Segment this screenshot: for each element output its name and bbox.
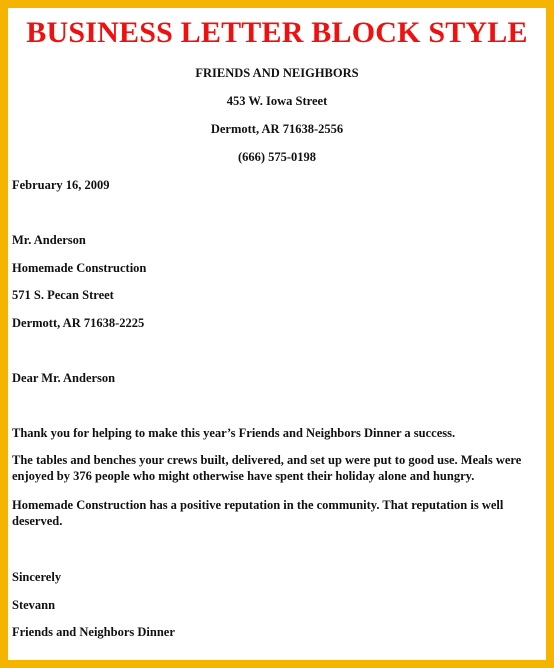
body-paragraph-3: Homemade Construction has a positive reputation in the community. That reputation is well deserved. — [12, 498, 504, 528]
sender-street: 453 W. Iowa Street — [226, 94, 328, 108]
recipient-company: Homemade Construction — [12, 261, 147, 275]
recipient-city: Dermott, AR 71638-2225 — [12, 316, 145, 330]
sender-city: Dermott, AR 71638-2556 — [210, 122, 344, 136]
sender-name: FRIENDS AND NEIGHBORS — [195, 66, 359, 80]
recipient-street: 571 S. Pecan Street — [12, 288, 114, 302]
document-title: BUSINESS LETTER BLOCK STYLE — [26, 16, 528, 49]
recipient-name: Mr. Anderson — [12, 233, 86, 247]
signature-organization: Friends and Neighbors Dinner — [12, 625, 175, 639]
sender-phone: (666) 575-0198 — [237, 150, 317, 164]
salutation: Dear Mr. Anderson — [12, 371, 116, 385]
signature-name: Stevann — [12, 598, 56, 612]
body-paragraph-1: Thank you for helping to make this year’s Friends and Neighbors Dinner a success. — [12, 426, 456, 440]
letter-date: February 16, 2009 — [12, 178, 110, 192]
body-paragraph-2: The tables and benches your crews built, delivered, and set up were put to good use. Meals were enjoyed by 376 people who might otherwise have spent their holiday alone and hungry. — [12, 453, 522, 483]
closing: Sincerely — [12, 570, 62, 584]
